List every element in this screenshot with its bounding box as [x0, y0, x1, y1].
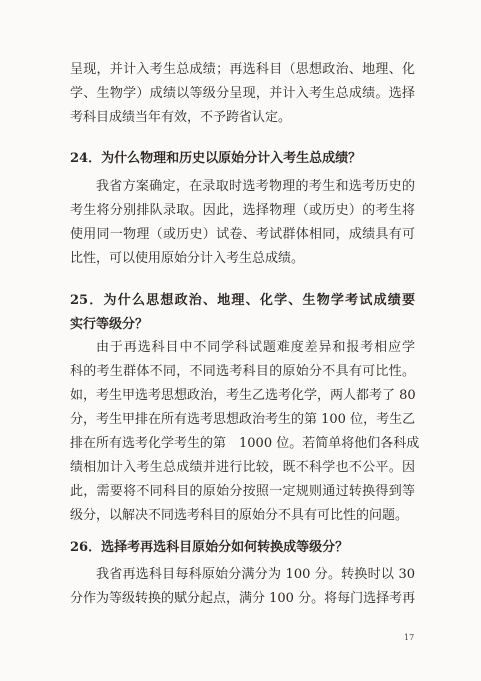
question-25-heading — [70, 289, 415, 337]
question-26-answer — [70, 563, 415, 611]
text-line: 使用同一物理（或历史）试卷、考试群体相同，成绩具有可 — [70, 227, 415, 242]
text-line: 级分，以解决不同选考科目的原始分不具有可比性的问题。 — [70, 508, 409, 523]
text-line: 科的考生群体不同，不同选考科目的原始分不具有可比性。 — [70, 364, 415, 379]
heading-line: 实行等级分？ — [70, 317, 149, 332]
text-line: 排在所有选考化学考生的第 1000 位。若简单将他们各科成 — [70, 436, 420, 451]
text-line: 考生将分别排队录取。因此，选择物理（或历史）的考生将 — [70, 203, 415, 218]
text-line: 呈现，并计入考生总成绩；再选科目（思想政治、地理、化 — [70, 62, 415, 77]
question-24-heading: 24．为什么物理和历史以原始分计入考生总成绩？ — [70, 151, 362, 166]
question-24-answer — [70, 175, 415, 271]
page-number: 17 — [404, 633, 415, 642]
text-line: 我省再选科目每科原始分满分为 100 分。转换时以 30 — [96, 567, 415, 582]
paragraph-intro — [70, 58, 415, 130]
heading-line: 25．为什么思想政治、地理、化学、生物学考试成绩要 — [70, 293, 415, 308]
text-line: 分作为等级转换的赋分起点，满分 100 分。将每门选择考再 — [70, 591, 416, 606]
text-line: 由于再选科目中不同学科试题难度差异和报考相应学 — [96, 340, 415, 355]
text-line: 我省方案确定，在录取时选考物理的考生和选考历史的 — [96, 179, 415, 194]
text-line: 学、生物学）成绩以等级分呈现，并计入考生总成绩。选择 — [70, 86, 415, 101]
text-line: 分，考生甲排在所有选考思想政治考生的第 100 位，考生乙 — [70, 412, 416, 427]
text-line: 如，考生甲选考思想政治，考生乙选考化学，两人都考了 80 — [70, 388, 416, 403]
question-26-heading: 26．选择考再选科目原始分如何转换成等级分？ — [70, 540, 349, 555]
text-line: 此，需要将不同科目的原始分按照一定规则通过转换得到等 — [70, 484, 415, 499]
text-line: 比性，可以使用原始分计入考生总成绩。 — [70, 251, 305, 266]
question-25-answer — [70, 336, 420, 528]
text-line: 考科目成绩当年有效，不予跨省认定。 — [70, 110, 292, 125]
text-line: 绩相加计入考生总成绩并进行比较，既不科学也不公平。因 — [70, 460, 415, 475]
